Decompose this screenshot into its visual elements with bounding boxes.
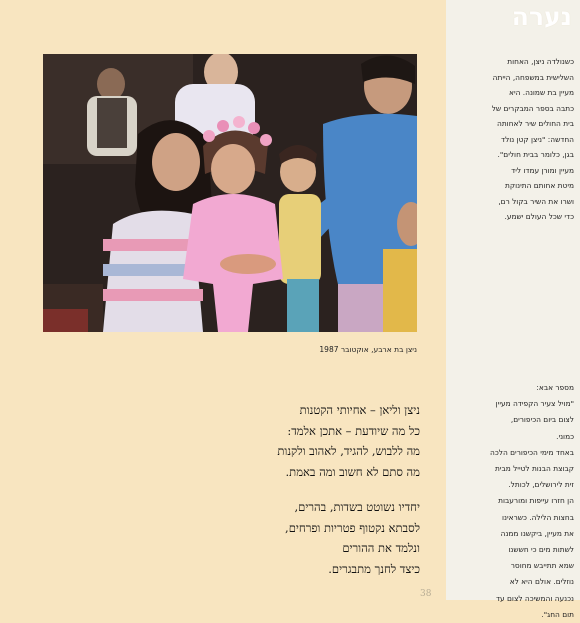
- family-photo: [43, 54, 417, 332]
- photo-caption: ניצן בת ארבע, אוקטובר 1987: [319, 345, 417, 354]
- poem-line: ונלמד את ההורים: [342, 541, 420, 555]
- text-line: תום החג".: [541, 609, 574, 619]
- poem-line: מה ללבוש, להגיד, לאהוב ולקנות: [277, 444, 420, 458]
- poem-line: לסבתא נקטוף פטריות ופרחים,: [285, 520, 420, 535]
- text-line: בחצות הלילה. כשראינו: [502, 512, 574, 522]
- text-line: בגן, כלומר בבית חולים".: [497, 150, 574, 159]
- text-line: נכנעה והמשיכה לצום עד: [496, 593, 574, 603]
- text-line: ושרו את השיר בקול רם,: [498, 196, 574, 206]
- poem-line: מה סתם לא חשוב ומה באמת.: [285, 464, 420, 479]
- text-line: מיטת אחותם התינוקת: [505, 181, 574, 190]
- text-line: לשתות מים כי חששנו: [508, 545, 574, 555]
- text-line: כשנולדה ניצן, האחות: [507, 57, 574, 66]
- text-line: מספר אבא:: [536, 383, 574, 392]
- text-line: מעיין ומורן עמדו ליד: [511, 165, 574, 175]
- text-line: באחד מימי הכיפורים הלכה: [490, 447, 574, 457]
- text-line: את מעיין, ביקשנו ממנה: [500, 528, 574, 538]
- photo-illustration: [43, 54, 417, 332]
- text-line: מעיין בת שמונה. היא: [509, 88, 574, 97]
- sidebar-top-paragraph: [456, 54, 574, 225]
- text-line: בית החולים שיר לאחותה: [497, 119, 574, 128]
- sidebar-column: [446, 0, 580, 619]
- text-line: כדי שכל העולם ישמע.: [504, 212, 574, 221]
- text-line: השלישית במשפחה, הייתה: [492, 72, 574, 82]
- poem-line: ניצן וליאן – אחיותי הקטנות: [299, 403, 420, 417]
- text-line: זית לירושלים, לכותל.: [508, 480, 574, 490]
- text-line: החדשה: "ניצן קטן נולד: [501, 134, 574, 144]
- sidebar-bottom-paragraph: [456, 380, 574, 623]
- text-line: שמא תתייבש מחוסר: [510, 561, 574, 571]
- text-line: כתבה בספר המבקרים של: [491, 103, 574, 113]
- text-line: קבוצת הבנות לטייל מבית: [494, 464, 574, 474]
- text-line: "מויל צעיר הקפידה מעיין: [495, 399, 574, 409]
- poem: [160, 400, 420, 579]
- text-line: לצום ביום הכיפורים,: [510, 415, 574, 425]
- poem-line: כל מה שיודעת – אתכן אלמד:: [287, 423, 420, 438]
- text-line: הן חזרו עייפות ומורעבות: [498, 496, 574, 506]
- page-number: 38: [420, 589, 432, 599]
- poem-line: כיצד לחנך מתבגרים.: [328, 561, 420, 576]
- text-line: כמוני.: [556, 431, 574, 441]
- text-line: נוזלים. אולם היא לא: [509, 577, 574, 587]
- stanza-gap: [160, 482, 420, 497]
- poem-line: יחדיו נשוטט בשדות, בהרים,: [294, 500, 420, 514]
- sidebar-title: נערה: [511, 2, 572, 31]
